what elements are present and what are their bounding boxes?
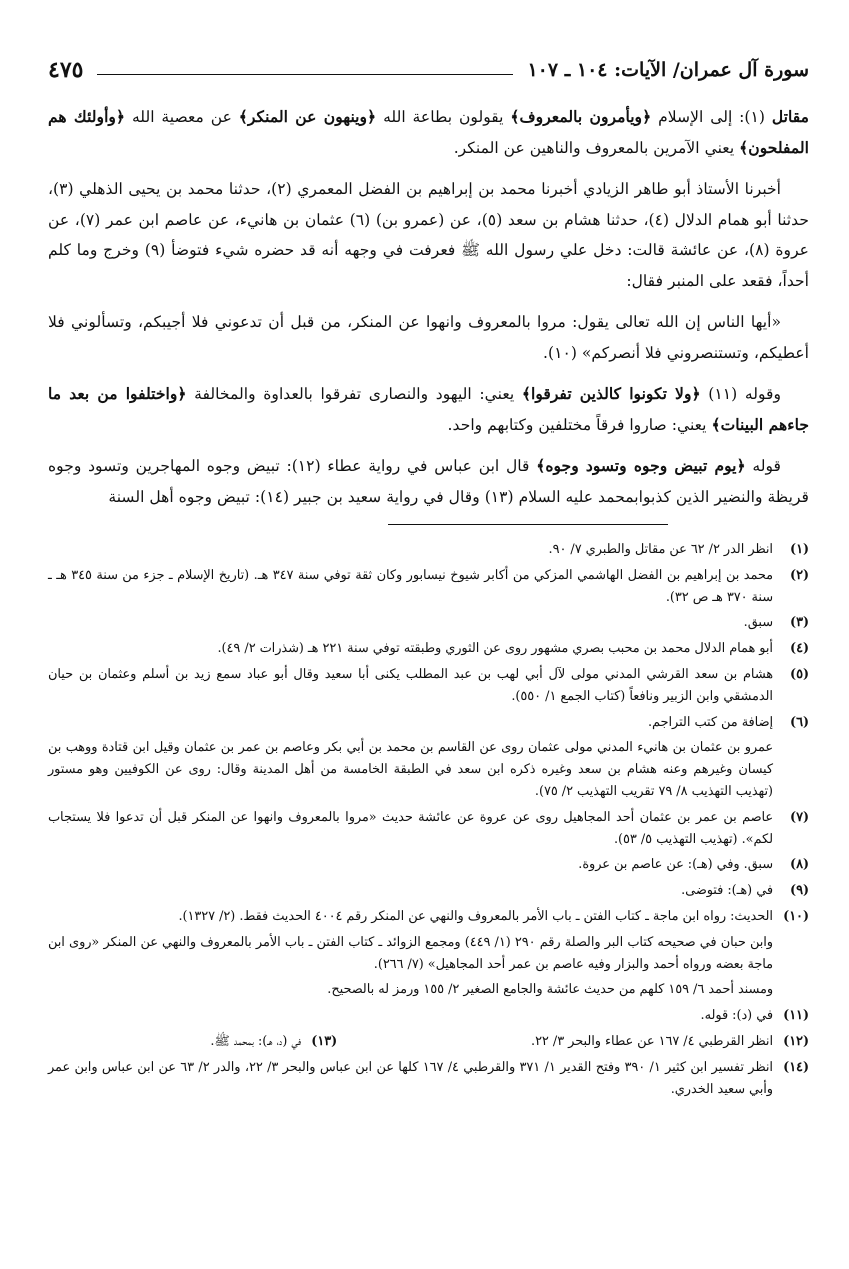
paragraph-3 [48,307,809,368]
footnote [48,1057,809,1101]
footnote-text: سبق. [743,615,773,631]
footnote-number: (١٤) [783,1059,809,1075]
footnote-text: محمد بن إبراهيم بن الفضل الهاشمي المزكي من أكابر شيوخ نيسابور وكان ثقة توفي سنة ٣٤٧ هـ. (تاريخ الإسلام ـ جزء من سنة ٣٤٥ هـ ـ سنة ٣٧٠ هـ ص ٣٢). [48,567,773,605]
footnote-number: (١١) [783,1008,809,1024]
footnote-number: (١٠) [783,908,809,924]
footnote-text: في (د، هـ): بمحمد ﷺ. [210,1033,302,1049]
paragraph-5 [48,451,809,512]
footnote-text: في (هـ): فتوضى. [681,883,773,899]
footnote-text: انظر الدر ٢/ ٦٢ عن مقاتل والطبري ٧/ ٩٠. [548,542,773,557]
footnote-number: (١٢) [783,1033,809,1049]
text-run: قوله [745,457,781,475]
footnote-text: في (د): قوله. [700,1008,773,1024]
footnote-text: إضافة من كتب التراجم. [647,714,773,730]
text-run: «أيها الناس إن الله تعالى يقول: مروا بالمعروف وانهوا عن المنكر، من قبل أن تدعوني فلا أجيبكم، وتسألوني فلا أعطيكم، وتستنصروني فلا أنصركم» (١٠). [48,313,809,362]
footnote-number: (٥) [790,666,809,682]
footnote-continuation: ومسند أحمد ٦/ ١٥٩ كلهم من حديث عائشة والجامع الصغير ٢/ ١٥٥ ورمز له بالصحيح. [327,982,773,998]
text-run: يعني: اليهود والنصارى تفرقوا بالعداوة والمخالفة [186,385,522,403]
footnote [383,1031,809,1053]
quran-quote: مقاتل [771,107,809,126]
footnote-separator [388,524,668,525]
footnote-text: انظر تفسير ابن كثير ١/ ٣٩٠ وفتح القدير ١/ ٣٧١ والقرطبي ٤/ ١٦٧ كلها عن ابن عباس والبحر ٣/ ٢٢، والدر ٢/ ٦٣ عن ابن عباس وابن عمر وأبي سعيد الخدري. [48,1059,773,1097]
footnote [48,712,809,734]
footnote [48,807,809,851]
quran-quote: ﴿يوم تبيض وجوه وتسود وجوه﴾ [536,456,746,475]
footnote [48,612,809,634]
paragraph-4 [48,379,809,440]
footnote [48,539,809,561]
footnote [48,854,809,876]
footnote-text: هشام بن سعد القرشي المدني مولى لآل أبي لهب بن عبد المطلب يكنى أبا سعيد وقال أبو عباد سمع زيد بن أسلم وعثمان بن حيان الدمشقي وابن الزبير ونافعاً (كتاب الجمع ١/ ٥٥٠). [48,666,773,704]
footnote-number: (١) [790,542,809,557]
footnote-text: عاصم بن عمر بن عثمان أحد المجاهيل روى عن عروة عن عائشة حديث «مروا بالمعروف وانهوا عن المنكر قبل أن تدعوا فلا يستجاب لكم». (تهذيب التهذيب ٥/ ٥٣). [48,809,773,847]
main-text [48,102,809,512]
footnote-number: (٤) [790,641,809,657]
footnote [48,1005,809,1027]
footnote [48,664,809,708]
page-header [48,50,809,90]
running-title: سورة آل عمران/ الآيات: ١٠٤ ـ ١٠٧ [527,59,809,81]
page-number: ٤٧٥ [48,57,84,83]
footnote-row [48,1031,809,1053]
footnote-text: أبو همام الدلال محمد بن محبب بصري مشهور روى عن الثوري وطبقته توفي سنة ٢٢١ هـ (شذرات ٢/ ٤٩). [217,641,773,657]
footnote-number: (٨) [790,857,809,873]
quran-quote: ﴿ولا تكونوا كالذين تفرقوا﴾ [521,384,701,403]
text-run: وقوله (١١) [700,385,782,403]
footnote-text: انظر القرطبي ٤/ ١٦٧ عن عطاء والبحر ٣/ ٢٢. [530,1033,773,1049]
text-run: يعني: صاروا فرقاً مختلفين وكتابهم واحد. [447,415,712,434]
text-run: قال ابن عباس في رواية عطاء (١٢): تبيض وجوه المهاجرين وتسود وجوه قريظة والنضير الذين كذبوابمحمد عليه السلام (١٣) وقال في رواية سعيد بن جبير (١٤): تبيض وجوه أهل السنة [48,457,809,506]
book-page [48,50,809,1249]
footnote-text: سبق. وفي (هـ): عن عاصم بن عروة. [578,857,773,873]
text-run: أخبرنا الأستاذ أبو طاهر الزيادي أخبرنا محمد بن إبراهيم بن الفضل المعمري (٢)، حدثنا محمد بن يحيى الذهلي (٣)، حدثنا أبو همام الدلال (٤)، حدثنا هشام بن سعد (٥)، عن (عمرو بن) (٦) عثمان بن هانيء، عن عاصم ابن عمر (٧)، عن عروة (٨)، عن عائشة قالت: دخل علي رسول الله ﷺ فعرفت في وجهه أنه قد حضره شيء فتوضأ (٩) وخرج وما كلم أحداً، فقعد على المنبر فقال: [48,180,809,290]
footnote-number: (٢) [790,567,809,583]
text-run: يقولون بطاعة الله [376,108,511,126]
footnote-number: (١٣) [311,1033,338,1049]
paragraph-1 [48,102,809,163]
footnote-continuation: عمرو بن عثمان بن هانيء المدني مولى عثمان روى عن القاسم بن محمد بن أبي بكر وعاصم بن عمر بن عثمان وقيل ابن قتادة ووهب بن كيسان وغيرهم وعنه هشام بن سعد وغيره ذكره ابن سعد في الطبقة الخامسة من أهل المدينة وقال: روى عن الكوفيين وهو مستور (تهذيب التهذيب ٨/ ٧٩ تقريب التهذيب ٢/ ٧٥). [48,740,773,799]
footnotes [48,539,809,1100]
quran-quote: ﴿وينهون عن المنكر﴾ [238,107,377,126]
text-run: يعني الآمرين بالمعروف والناهين عن المنكر. [453,138,740,157]
quran-quote: ﴿واختلفوا من بعد ما جاءهم البينات﴾ [48,384,809,434]
footnote-number: (٧) [790,809,809,825]
paragraph-2 [48,174,809,296]
footnote-number: (٦) [790,714,809,730]
footnote [48,1031,337,1053]
footnote-number: (٣) [790,615,809,631]
footnote [48,880,809,902]
footnote [48,565,809,609]
footnote [48,906,809,928]
quran-quote: ﴿ويأمرون بالمعروف﴾ [510,107,652,126]
footnote [48,638,809,660]
text-run: عن معصية الله [125,108,239,126]
footnote-number: (٩) [790,883,809,899]
footnote-text: الحديث: رواه ابن ماجة ـ كتاب الفتن ـ باب الأمر بالمعروف والنهي عن المنكر رقم ٤٠٠٤ الحديث فقط. (٢/ ١٣٢٧). [178,908,773,924]
header-rule [97,74,513,75]
footnote-continuation: وابن حبان في صحيحه كتاب البر والصلة رقم ٢٩٠ (١/ ٤٤٩) ومجمع الزوائد ـ كتاب الفتن ـ باب الأمر بالمعروف والنهي عن المنكر «روى ابن ماجة بعضه ورواه أحمد والبزار وفيه عاصم بن عمر أحد المجاهيل» (٧/ ٢٦٦). [48,934,773,972]
quran-quote: ﴿وأولئك هم المفلحون﴾ [48,107,809,157]
text-run: (١): إلى الإسلام [651,108,772,126]
